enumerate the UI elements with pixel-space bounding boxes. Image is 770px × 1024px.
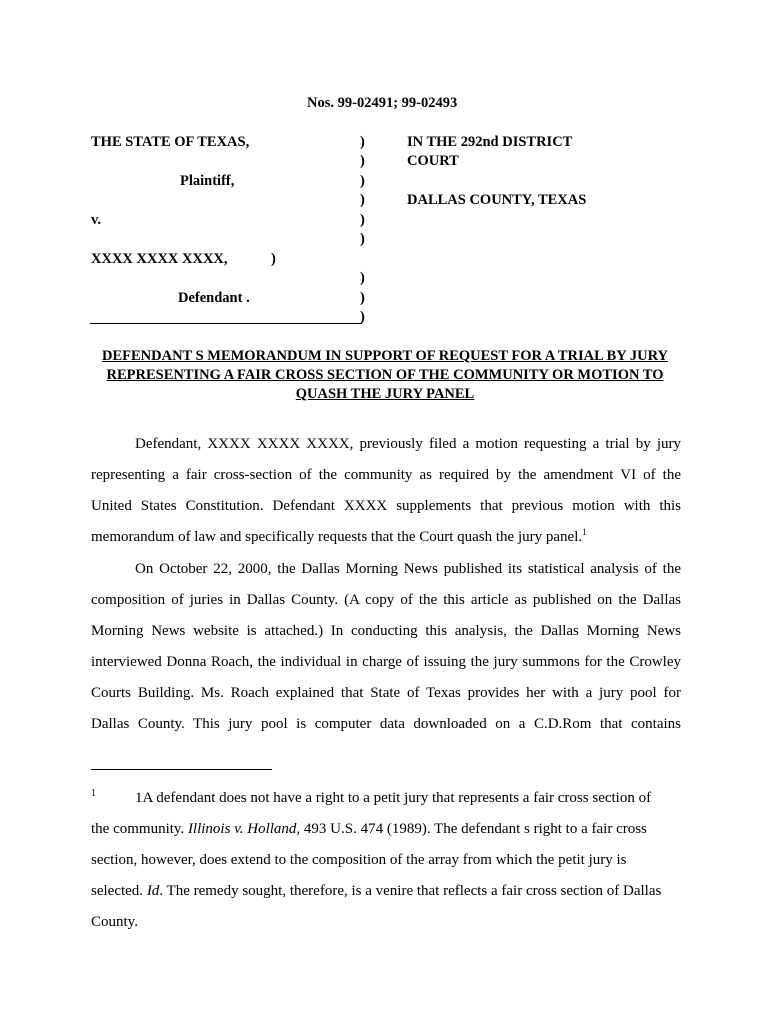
caption-paren: ) [360, 153, 365, 169]
id-citation: Id [146, 883, 160, 899]
case-citation: Illinois v. Holland [187, 821, 297, 837]
caption-paren: ) [360, 270, 365, 286]
footnote-line-4 [91, 883, 661, 900]
title-line-1: DEFENDANT S MEMORANDUM IN SUPPORT OF REQUEST FOR A TRIAL BY JURY [101, 348, 669, 364]
versus: v. [91, 212, 102, 228]
footnote-line-1: 1A defendant does not have a right to a petit jury that represents a fair cross section of [135, 790, 652, 806]
plaintiff-name: THE STATE OF TEXAS, [91, 134, 250, 150]
body-line [91, 529, 587, 546]
footnote-line-3: section, however, does extend to the composition of the array from which the petit jury is [91, 852, 627, 868]
plaintiff-role: Plaintiff, [180, 173, 235, 189]
footnote-text: the community. [91, 821, 188, 837]
footnote-text: , 493 U.S. 474 (1989). The defendant s right to a fair cross [296, 821, 647, 837]
caption-paren: ) [360, 212, 365, 228]
caption-paren: ) [360, 290, 365, 306]
title-line-3: QUASH THE JURY PANEL [295, 386, 475, 402]
footnote-ref: 1 [582, 527, 587, 537]
document-title [70, 347, 700, 404]
caption-paren: ) [360, 134, 365, 150]
body-text: memorandum of law and specifically requests that the Court quash the jury panel. [91, 529, 583, 545]
court-line-1: IN THE 292nd DISTRICT [407, 134, 573, 150]
body-line: composition of juries in Dallas County. (A copy of the this article as published on the Dallas [91, 592, 681, 608]
body-line: representing a fair cross-section of the community as required by the amendment VI of the [91, 467, 681, 483]
footnote-text: . The remedy sought, therefore, is a venire that reflects a fair cross section of Dallas [159, 883, 662, 899]
footnote-text: selected. [91, 883, 147, 899]
county: DALLAS COUNTY, TEXAS [407, 192, 587, 208]
caption-paren: ) [360, 309, 365, 325]
caption-paren: ) [360, 173, 365, 189]
footnote-line-2 [91, 821, 647, 838]
body-line: Courts Building. Ms. Roach explained that State of Texas provides her with a jury pool for [91, 685, 681, 701]
body-line: interviewed Donna Roach, the individual in charge of issuing the jury summons for the Crowley [91, 654, 681, 670]
footnote-line-5: County. [91, 914, 138, 930]
body-line: Defendant, XXXX XXXX XXXX, previously filed a motion requesting a trial by jury [135, 436, 681, 452]
body-line: On October 22, 2000, the Dallas Morning News published its statistical analysis of the [135, 561, 681, 577]
body-line: United States Constitution. Defendant XXXX supplements that previous motion with this [91, 498, 681, 514]
defendant-role: Defendant . [178, 290, 250, 306]
caption-paren: ) [360, 231, 365, 247]
caption-paren: ) [271, 251, 276, 267]
footnote-marker: 1 [91, 788, 96, 799]
body-line: Dallas County. This jury pool is computer data downloaded on a C.D.Rom that contains [91, 716, 681, 732]
title-line-2: REPRESENTING A FAIR CROSS SECTION OF THE COMMUNITY OR MOTION TO [106, 367, 664, 383]
caption-underline [90, 323, 362, 324]
defendant-name: XXXX XXXX XXXX, [91, 251, 228, 267]
docket-number: Nos. 99-02491; 99-02493 [307, 95, 458, 111]
body-line: Morning News website is attached.) In conducting this analysis, the Dallas Morning News [91, 623, 681, 639]
caption-paren: ) [360, 192, 365, 208]
court-line-2: COURT [407, 153, 459, 169]
footnote-separator [91, 769, 272, 770]
